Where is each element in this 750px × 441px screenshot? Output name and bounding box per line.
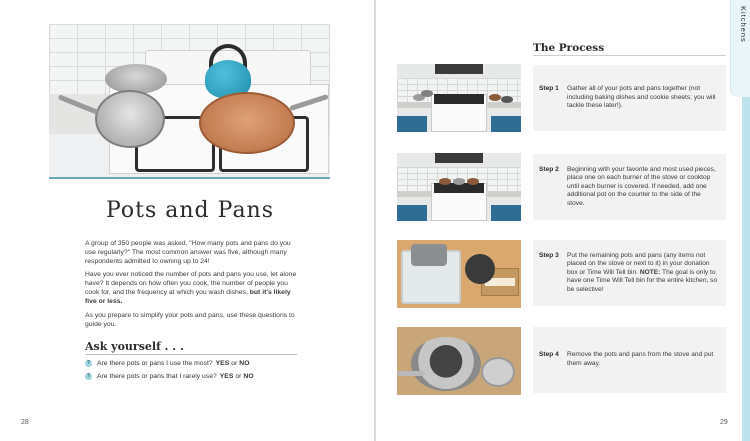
stove-grate xyxy=(434,94,484,104)
pot-on-burner xyxy=(453,178,465,185)
dark-pot xyxy=(465,254,495,284)
step3-main-text: Put the remaining pots and pans (any items not placed on the stove or next to it) in your donation box or Time Will Tell bin. xyxy=(567,251,710,276)
lid xyxy=(481,357,515,387)
step3-label: Step 3 xyxy=(539,251,559,259)
step4-box xyxy=(533,327,726,393)
context-emphasis: but it's likely five or less. xyxy=(85,289,291,305)
book-gutter xyxy=(374,0,376,441)
process-heading: The Process xyxy=(533,42,605,54)
question-text: Are there pots or pans that I rarely use? xyxy=(97,373,217,380)
pan xyxy=(489,94,501,101)
question-item xyxy=(85,360,249,367)
step2-content xyxy=(539,166,720,209)
step2-photo xyxy=(397,153,521,221)
step1-text: Gather all of your pots and pans together (not including baking dishes and cookie sheets; you will tackle these later!). xyxy=(567,85,716,110)
question-icon: ? xyxy=(86,360,91,366)
answer-or: or xyxy=(231,360,238,367)
copper-frying-pan xyxy=(199,92,295,154)
step2-box xyxy=(533,154,726,220)
answer-yes: YES xyxy=(215,360,230,367)
stove-photo xyxy=(49,24,330,179)
blue-cabinet-left xyxy=(397,116,427,132)
chapter-tab-label: Kitchens xyxy=(739,6,748,43)
step4-photo xyxy=(397,327,521,395)
answer-or: or xyxy=(235,373,242,380)
range-hood xyxy=(435,153,483,163)
pan-handle xyxy=(397,371,425,376)
page-title: Pots and Pans xyxy=(105,198,275,223)
answer-no: NO xyxy=(239,360,250,367)
process-divider xyxy=(533,55,726,56)
pot xyxy=(421,90,433,97)
pan xyxy=(501,96,513,103)
ask-yourself-heading: Ask yourself . . . xyxy=(85,340,184,353)
step1-content xyxy=(539,85,720,111)
step3-photo xyxy=(397,240,521,308)
step3-text xyxy=(567,252,720,295)
chapter-edge-strip xyxy=(742,97,750,441)
blue-cabinet-right xyxy=(491,205,521,221)
step2-label: Step 2 xyxy=(539,165,559,173)
guide-paragraph: As you prepare to simplify your pots and pans, use these questions to guide you. xyxy=(85,312,295,328)
answer-no: NO xyxy=(243,373,254,380)
step1-label: Step 1 xyxy=(539,85,559,93)
blue-cabinet-right xyxy=(491,116,521,132)
blue-cabinet-left xyxy=(397,205,427,221)
context-paragraph xyxy=(85,270,297,306)
page-number-right: 29 xyxy=(720,419,728,426)
range-hood xyxy=(435,64,483,74)
step4-text: Remove the pots and pans from the stove and put them away. xyxy=(567,351,714,367)
step1-box xyxy=(533,65,726,131)
intro-paragraph: A group of 350 people was asked, "How many pots and pans do you use regularly?" The most common answer was five, although many respondents admitted to owning up to 24! xyxy=(85,240,291,265)
ask-divider xyxy=(85,354,297,355)
step3-note-text: The goal is only to have one Time Will Tell bin for the entire kitchen, so be selective! xyxy=(567,268,718,293)
context-text: Have you ever noticed the number of pots and pans you use, let alone have? It depends on how often you cook, the number of people you cook for, and the frequency at which you wash dishes, xyxy=(85,271,297,296)
step4-content xyxy=(539,351,720,368)
pan-on-burner xyxy=(467,178,479,185)
stacked-pans xyxy=(411,337,481,391)
answer-yes: YES xyxy=(219,373,234,380)
pots-in-bin xyxy=(411,244,447,266)
step3-note-label: NOTE: xyxy=(639,268,661,276)
steel-saucepan xyxy=(95,90,165,148)
question-item xyxy=(85,373,254,380)
step1-photo xyxy=(397,64,521,132)
question-text: Are there pots or pans I use the most? xyxy=(97,360,213,367)
question-icon: ? xyxy=(86,373,91,379)
page-number-left: 28 xyxy=(21,419,29,426)
step3-box xyxy=(533,240,726,306)
step3-content xyxy=(539,252,720,295)
step4-label: Step 4 xyxy=(539,351,559,359)
pan-on-burner xyxy=(439,178,451,185)
step2-text: Beginning with your favorite and most used pieces, place one on each burner of the stove or cooktop until each burner is covered. If needed, add one additional pot on the counter to the side of the stove. xyxy=(567,165,716,207)
